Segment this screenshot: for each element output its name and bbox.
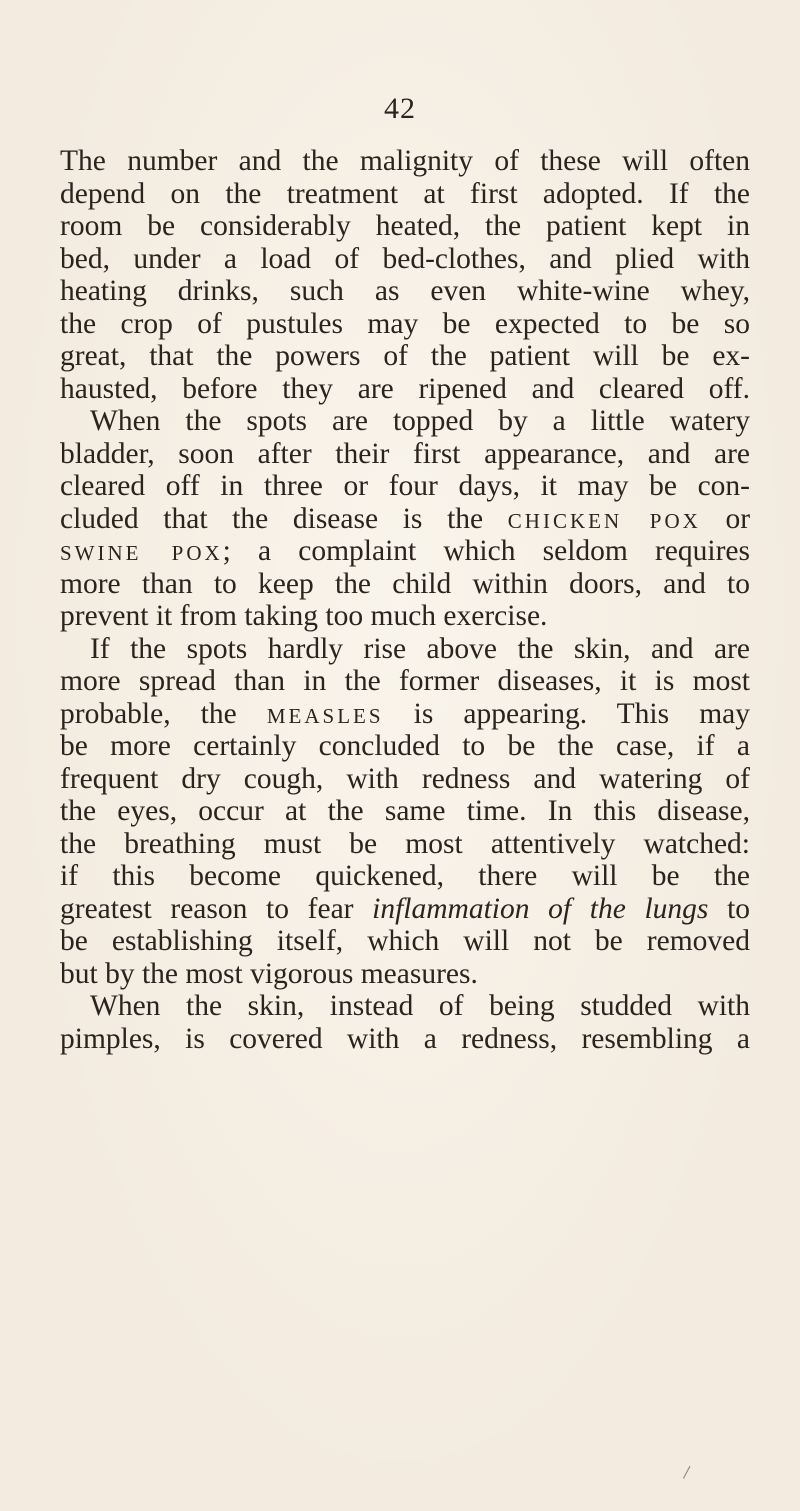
text-line (60, 503, 750, 536)
ink-mark (683, 1466, 693, 1480)
text-line: pimples, is covered with a redness, resembling a (60, 1022, 750, 1055)
text-line: the crop of pustules may be expected to be so (60, 307, 750, 340)
disease-name-swine-pox: swine pox (60, 535, 223, 567)
paragraph-start-line: If the spots hardly rise above the skin, and are (90, 632, 750, 665)
text-run: cluded that the disease is the (60, 502, 484, 535)
text-line: be establishing itself, which will not be removed (60, 925, 750, 957)
text-run: or (725, 502, 750, 535)
text-line: great, that the powers of the patient will be ex- (60, 340, 750, 372)
text-line: prevent it from taking too much exercise. (60, 600, 548, 632)
text-line: frequent dry cough, with redness and watering of (60, 762, 750, 795)
text-line: The number and the malignity of these will often (60, 145, 750, 177)
text-line: but by the most vigorous measures. (60, 957, 478, 990)
text-run: probable, the (60, 697, 237, 730)
text-line (60, 893, 750, 926)
page-number: 42 (384, 92, 416, 125)
text-line: bladder, soon after their first appearance, and are (60, 437, 750, 470)
text-run: to (727, 892, 750, 925)
text-line: the breathing must be most attentively watched: (60, 827, 750, 860)
text-line (60, 535, 750, 568)
text-line: hausted, before they are ripened and cleared off. (60, 372, 750, 405)
body-text (60, 145, 750, 1055)
paragraph-start-line: When the skin, instead of being studded with (90, 990, 750, 1022)
text-line: bed, under a load of bed-clothes, and plied with (60, 242, 750, 275)
disease-name-measles: measles (266, 697, 384, 730)
text-line: more spread than in the former diseases, it is most (60, 665, 750, 697)
text-line: heating drinks, such as even white-wine whey, (60, 275, 750, 307)
text-line: cleared off in three or four days, it may be con- (60, 470, 750, 502)
text-line: the eyes, occur at the same time. In this disease, (60, 795, 750, 827)
text-line: if this become quickened, there will be the (60, 860, 750, 892)
emphasis-inflammation-of-the-lungs: inflammation of the lungs (372, 892, 709, 925)
text-line: room be considerably heated, the patient kept in (60, 210, 750, 242)
disease-name-chicken-pox: chicken pox (507, 502, 701, 535)
text-run: greatest reason to fear (60, 892, 354, 925)
text-run: is appearing. This may (413, 697, 750, 730)
text-line: depend on the treatment at first adopted. If the (60, 177, 750, 210)
text-line: be more certainly concluded to be the case, if a (60, 730, 750, 762)
text-line: more than to keep the child within doors, and to (60, 567, 750, 600)
text-run: ; a complaint which seldom requires (222, 535, 750, 567)
text-line (60, 698, 750, 731)
paragraph-start-line: When the spots are topped by a little watery (90, 405, 750, 437)
